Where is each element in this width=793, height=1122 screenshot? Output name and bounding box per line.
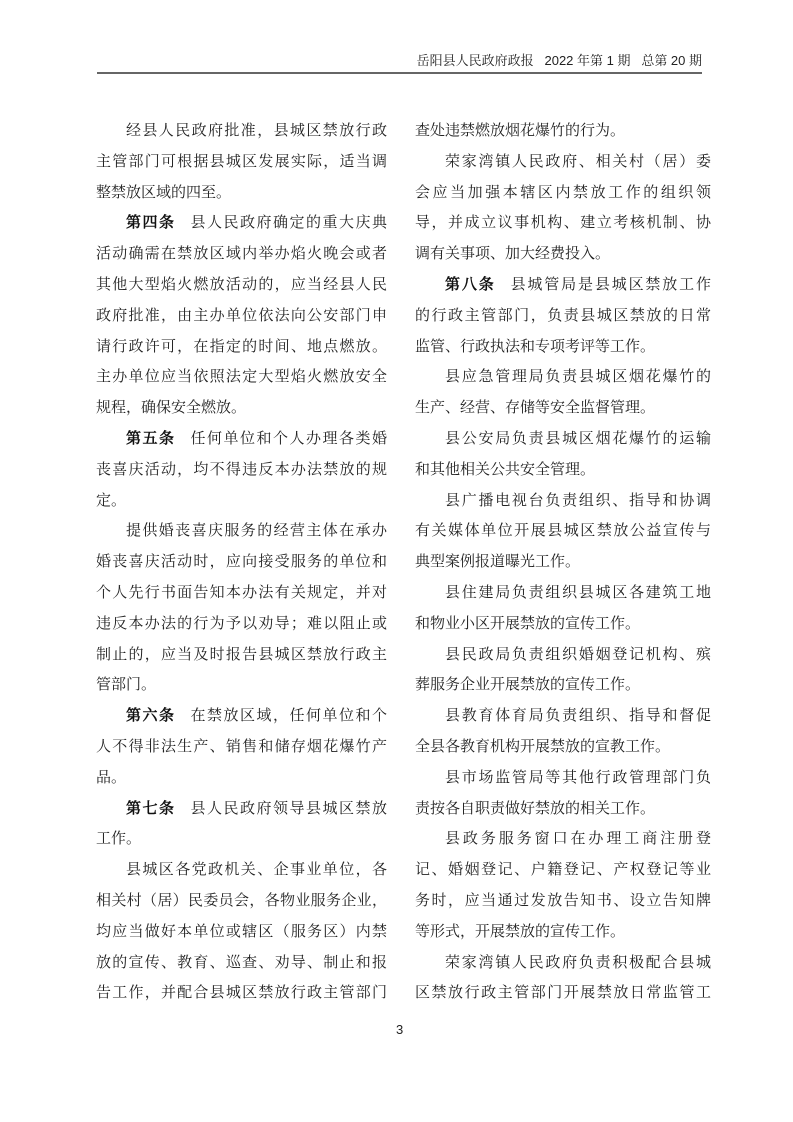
line-text: 定。 [96,490,127,509]
line-text: 放的宣传、教育、巡查、劝导、制止和报 [96,952,387,971]
text-line [96,146,387,177]
paragraph [415,115,711,146]
line-text: 县人民政府确定的重大庆典 [190,213,387,232]
line-text: 生产、经营、存储等安全监督管理。 [415,398,656,417]
text-line [415,485,711,516]
line-text: 县教育体育局负责组织、指导和督促 [445,706,711,725]
text-line [96,485,387,516]
line-text: 品。 [96,767,127,786]
article-heading: 第六条 [126,706,176,725]
text-line [96,392,387,423]
line-text: 区禁放行政主管部门开展禁放日常监管工 [415,983,711,1002]
text-line [415,269,711,300]
line-text: 丧喜庆活动，均不得违反本办法禁放的规 [96,459,387,478]
text-line [96,577,387,608]
article-paragraph [96,793,387,855]
paragraph [415,361,711,423]
line-text: 相关村（居）民委员会，各物业服务企业， [96,890,387,909]
text-line [96,947,387,978]
article-paragraph [96,700,387,792]
paragraph [415,947,711,1009]
text-line [415,207,711,238]
line-text: 监管、行政执法和专项考评等工作。 [415,336,656,355]
text-line [96,854,387,885]
text-line [96,238,387,269]
line-text: 工作。 [96,829,142,848]
page-header [97,36,702,74]
line-text: 管部门。 [96,675,157,694]
line-text: 调有关事项、加大经费投入。 [415,244,611,263]
article-paragraph [415,269,711,361]
text-line [415,854,711,885]
text-line [96,115,387,146]
text-line [415,146,711,177]
paragraph [415,423,711,485]
paragraph [415,577,711,639]
line-text: 县应急管理局负责县城区烟花爆竹的 [445,367,711,386]
text-line [415,577,711,608]
text-line [96,700,387,731]
text-line [415,669,711,700]
text-line [415,977,711,1008]
article-paragraph [96,207,387,423]
line-text: 荣家湾镇人民政府、相关村（居）委 [445,151,711,170]
text-line [96,823,387,854]
line-text: 会应当加强本辖区内禁放工作的组织领 [415,182,711,201]
paragraph [96,515,387,700]
page-number: 3 [396,1022,404,1037]
right-column [415,115,711,1008]
article-heading: 第七条 [126,798,176,817]
text-line [96,916,387,947]
text-line [415,731,711,762]
header-title: 岳阳县人民政府政报 2022 年第 1 期 总第 20 期 [416,53,702,68]
line-text: 活动确需在禁放区域内举办焰火晚会或者 [96,244,387,263]
line-text: 人不得非法生产、销售和储存烟花爆竹产 [96,736,387,755]
line-text: 等形式，开展禁放的宣传工作。 [415,921,626,940]
text-line [96,454,387,485]
text-line [415,238,711,269]
text-line [96,608,387,639]
line-text: 导，并成立议事机构、建立考核机制、协 [415,213,711,232]
line-text: 提供婚丧喜庆服务的经营主体在承办 [126,521,387,540]
paragraph [96,854,387,1008]
text-line [96,300,387,331]
line-text: 县公安局负责县城区烟花爆竹的运输 [445,428,711,447]
text-line [415,115,711,146]
line-text: 记、婚姻登记、户籍登记、产权登记等业 [415,860,711,879]
text-line [415,454,711,485]
text-line [96,331,387,362]
article-heading: 第八条 [445,274,496,293]
line-text: 制止的，应当及时报告县城区禁放行政主 [96,644,387,663]
line-text: 查处违禁燃放烟花爆竹的行为。 [415,121,626,139]
text-line [415,515,711,546]
line-text: 责按各自职责做好禁放的相关工作。 [415,798,656,817]
text-line [415,762,711,793]
text-line [96,885,387,916]
line-text: 均应当做好本单位或辖区（服务区）内禁 [96,921,387,940]
line-text: 县市场监管局等其他行政管理部门负 [445,767,711,786]
article-paragraph [96,423,387,515]
line-text: 任何单位和个人办理各类婚 [190,428,387,447]
line-text: 葬服务企业开展禁放的宣传工作。 [415,675,641,694]
text-line [415,639,711,670]
line-text: 规程，确保安全燃放。 [96,398,247,417]
text-line [96,515,387,546]
line-text: 主办单位应当依照法定大型焰火燃放安全 [96,367,387,386]
article-heading: 第四条 [126,213,176,232]
text-line [96,639,387,670]
line-text: 婚丧喜庆活动时，应向接受服务的单位和 [96,552,387,571]
text-line [96,669,387,700]
text-line [415,177,711,208]
text-line [415,793,711,824]
line-text: 个人先行书面告知本办法有关规定，并对 [96,582,387,601]
line-text: 的行政主管部门，负责县城区禁放的日常 [415,305,711,324]
line-text: 主管部门可根据县城区发展实际，适当调 [96,151,387,170]
line-text: 典型案例报道曝光工作。 [415,552,581,571]
line-text: 在禁放区域，任何单位和个 [190,706,387,725]
paragraph [415,700,711,762]
line-text: 政府批准，由主办单位依法向公安部门申 [96,305,387,324]
text-line [96,762,387,793]
line-text: 请行政许可，在指定的时间、地点燃放。 [96,336,387,355]
line-text: 和其他相关公共安全管理。 [415,459,596,478]
text-line [415,700,711,731]
line-text: 有关媒体单位开展县城区禁放公益宣传与 [415,521,711,540]
line-text: 县城管局是县城区禁放工作 [510,274,711,293]
line-text: 县住建局负责组织县城区各建筑工地 [445,582,711,601]
text-line [415,546,711,577]
text-line [415,916,711,947]
text-line [96,977,387,1008]
line-text: 违反本办法的行为予以劝导；难以阻止或 [96,613,387,632]
line-text: 县政务服务窗口在办理工商注册登 [445,829,711,848]
line-text: 和物业小区开展禁放的宣传工作。 [415,613,641,632]
text-line [96,361,387,392]
text-line [415,300,711,331]
line-text: 全县各教育机构开展禁放的宣教工作。 [415,736,671,755]
paragraph [415,146,711,269]
text-line [96,269,387,300]
text-line [415,361,711,392]
line-text: 县民政局负责组织婚姻登记机构、殡 [445,644,711,663]
text-line [96,423,387,454]
paragraph [415,485,711,577]
paragraph [96,115,387,207]
text-line [96,731,387,762]
line-text: 荣家湾镇人民政府负责积极配合县城 [445,952,711,971]
paragraph [415,639,711,701]
text-line [415,423,711,454]
text-line [415,331,711,362]
text-line [415,608,711,639]
line-text: 务时，应当通过发放告知书、设立告知牌 [415,890,711,909]
text-line [415,823,711,854]
line-text: 经县人民政府批准，县城区禁放行政 [126,121,387,139]
line-text: 整禁放区域的四至。 [96,182,232,201]
text-line [415,947,711,978]
article-heading: 第五条 [126,428,176,447]
text-line [96,207,387,238]
text-line [415,885,711,916]
paragraph [415,823,711,946]
text-line [96,793,387,824]
line-text: 县广播电视台负责组织、指导和协调 [445,490,711,509]
paragraph [415,762,711,824]
text-line [96,177,387,208]
line-text: 其他大型焰火燃放活动的，应当经县人民 [96,274,387,293]
text-line [96,546,387,577]
line-text: 县人民政府领导县城区禁放 [190,798,387,817]
text-line [415,392,711,423]
line-text: 告工作，并配合县城区禁放行政主管部门 [96,983,387,1002]
line-text: 县城区各党政机关、企事业单位，各 [126,860,387,879]
left-column [96,115,387,1008]
